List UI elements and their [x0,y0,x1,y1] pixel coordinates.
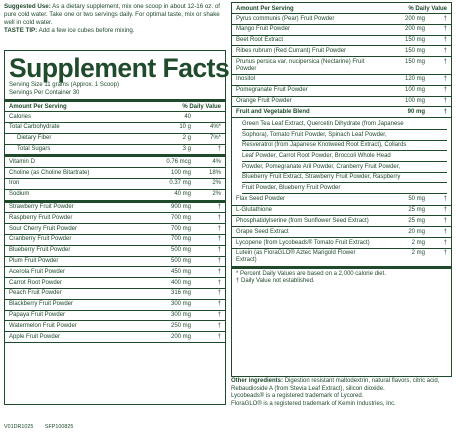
ingredient-dv: 7%* [209,135,221,142]
ingredient-amount: 40 mg [174,191,191,198]
ingredient-name: Cranberry Fruit Powder [9,236,72,243]
ingredient-name: Orange Fruit Powder [236,98,292,105]
table-row [5,213,225,224]
product-codes [4,424,83,430]
table-row [5,190,225,201]
table-row [232,57,451,75]
ingredient-amount: 200 mg [170,333,191,340]
ingredient-dv: † [217,247,221,254]
footnote-daily-values: * Percent Daily Values are based on a 2,000 calorie diet. [236,270,386,277]
header-amount: Amount Per Serving [9,104,67,111]
ingredient-amount: 25 mg [408,217,425,224]
table-row [5,134,225,145]
ingredient-amount: 700 mg [170,236,191,243]
product-code: V01DR1025 [4,424,34,430]
ingredient-amount: 150 mg [404,58,425,65]
ingredient-amount: 0.37 mg [169,180,191,187]
ingredient-dv: † [443,26,447,33]
ingredient-name: Prunus persica var. nucipersica (Nectarine) Fruit Powder [236,58,365,72]
ingredient-amount: 900 mg [170,204,191,211]
footnotes [232,269,451,288]
ingredient-name: Iron [9,180,20,187]
ingredient-group-right-top [232,14,451,107]
supplement-facts-title: Supplement Facts [9,53,230,83]
ingredient-name: Lutein (as FloraGLO® Aztec Marigold Flower Extract) [236,250,356,264]
ingredient-dv: † [443,87,447,94]
ingredient-amount: 150 mg [404,47,425,54]
table-row [5,332,225,343]
ingredient-group-fruits [5,203,225,343]
ingredient-amount: 450 mg [170,268,191,275]
table-row [232,238,451,249]
ingredient-dv: † [217,146,221,153]
header-daily-value: % Daily Value [182,104,221,111]
ingredient-amount: 120 mg [404,76,425,83]
ingredient-amount: 700 mg [170,214,191,221]
ingredient-name: Pomegranate Fruit Powder [236,87,308,94]
suggested-use-text [4,3,226,35]
ingredient-dv: † [217,204,221,211]
ingredient-amount: 400 mg [170,279,191,286]
ingredient-dv: † [217,322,221,329]
ingredient-name: Peach Fruit Powder [9,290,62,297]
ingredient-name: Sour Cherry Fruit Powder [9,225,78,232]
ingredient-dv: † [443,239,447,246]
ingredient-dv: † [217,312,221,319]
blend-row [232,107,451,118]
blend-ingredient-line: Green Tea Leaf Extract, Quercetin Dihydrate (from Japanese [242,119,447,130]
table-row [5,289,225,300]
product-code: SFP100825 [44,424,74,430]
table-row [5,321,225,332]
ingredient-amount: 300 mg [170,301,191,308]
ingredient-name: Mango Fruit Powder [236,26,291,33]
table-row [232,195,451,206]
ingredient-group-right-bottom [232,195,451,267]
ingredient-dv: † [217,214,221,221]
ingredient-name: Total Carbohydrate [9,124,60,131]
ingredient-name: Grape Seed Extract [236,228,289,235]
ingredient-amount: 2 mg [411,250,425,257]
suggested-use-label: Suggested Use: [4,3,51,10]
table-row [5,300,225,311]
ingredient-name: L-Glutathione [236,207,273,214]
table-row [5,257,225,268]
ingredient-name: Apple Fruit Powder [9,333,61,340]
ingredient-amount: 250 mg [170,322,191,329]
trademark-lycobeads: Lycobeads® is a registered trademark of Lycored. [231,393,364,400]
ingredient-name: Carrot Root Powder [9,279,63,286]
blend-ingredient-line: Powder, Pomegranate Aril Powder, Cranberry Fruit Powder, [242,162,447,173]
ingredient-dv: † [217,225,221,232]
table-row [232,75,451,86]
ingredient-dv: † [443,15,447,22]
table-row [5,145,225,156]
ingredient-dv: † [443,196,447,203]
ingredient-name: Choline (as Choline Bitartrate) [9,169,90,176]
table-row [232,86,451,97]
table-row [232,97,451,108]
trademark-floraglo: FloraGLO® is a registered trademark of Kemin Industries, Inc. [231,400,396,407]
table-row [5,168,225,179]
suggested-use-body: As a dietary supplement, mix one scoop in about 12-16 oz. of pure cold water. Take one or two servings daily. For optimal taste, mix or shake well in cold water. [4,3,221,27]
supplement-facts-panel-left [4,50,230,405]
ingredient-name: Blackberry Fruit Powder [9,301,74,308]
ingredient-name: Dietary Fiber [17,135,52,142]
nutrient-group-vitamins [5,157,225,200]
blend-ingredients [232,118,451,195]
ingredient-amount: 0.76 mcg [166,158,191,165]
table-row [5,224,225,235]
ingredient-amount: 316 mg [170,290,191,297]
ingredient-amount: 3 g [182,146,191,153]
table-row [232,216,451,227]
table-row [5,235,225,246]
table-row [5,179,225,190]
taste-tip-body: Add a few ice cubes before mixing. [38,27,135,35]
nutrient-group-top [5,112,225,155]
ingredient-dv: † [443,47,447,54]
ingredient-amount: 200 mg [404,26,425,33]
table-row [232,14,451,25]
ingredient-name: Acerola Fruit Powder [9,268,66,275]
blend-ingredient-line: Sophora), Tomato Fruit Powder, Spinach Leaf Powder, [242,130,447,141]
ingredient-dv: † [443,207,447,214]
table-row [232,249,451,267]
table-row [232,227,451,238]
ingredient-amount: 100 mg [404,87,425,94]
table-row [5,123,225,134]
ingredient-amount: 100 mg [404,98,425,105]
ingredient-dv: † [217,258,221,265]
taste-tip-label: TASTE TIP: [4,27,38,35]
ingredient-amount: 10 g [179,124,191,131]
ingredient-dv: † [217,290,221,297]
ingredient-amount: 200 mg [404,15,425,22]
table-row [232,46,451,57]
ingredient-amount: 700 mg [170,225,191,232]
serving-size: Serving Size 11 grams (Approx. 1 Scoop) [9,82,119,88]
ingredient-name: Phosphatidylserine (from Sunflower Seed Extract) [236,217,369,224]
ingredient-name: Raspberry Fruit Powder [9,214,73,221]
ingredient-dv: † [443,58,447,65]
ingredient-amount: 20 mg [408,228,425,235]
ingredient-name: Total Sugars [17,146,51,153]
ingredient-dv: † [217,236,221,243]
servings-per-container: Servings Per Container 30 [9,89,80,96]
blend-ingredient-line: Resveratrol (from Japanese Knotweed Root Extract), Collards [242,141,447,152]
header-daily-value: % Daily Value [408,6,447,12]
ingredient-name: Blueberry Fruit Powder [9,247,71,254]
ingredient-name: Calories [9,113,32,120]
table-row [232,36,451,47]
table-row [232,206,451,217]
blend-amount: 90 mg [407,108,425,115]
ingredient-amount: 500 mg [170,258,191,265]
ingredient-name: Papaya Fruit Powder [9,312,66,319]
ingredient-amount: 150 mg [404,37,425,44]
ingredient-dv: 2% [212,191,221,198]
ingredient-dv: † [217,301,221,308]
table-header [232,3,451,14]
ingredient-amount: 25 mg [408,207,425,214]
table-header [5,102,225,112]
other-ingredients-text: Digestion resistant maltodextrin, natural flavors, citric acid, Rebaudioside A (from Stevia Leaf Extract), silicon dioxide. [231,378,440,392]
blend-ingredient-line: Leaf Powder, Carrot Root Powder, Broccoli Whole Head [242,151,447,162]
blend-ingredient-line: Fruit Powder, Blueberry Fruit Powder [242,183,447,194]
table-row [5,278,225,289]
table-row [5,267,225,278]
suggested-use-block [0,0,228,50]
table-row [5,203,225,214]
ingredient-name: Strawberry Fruit Powder [9,204,74,211]
ingredient-name: Flax Seed Powder [236,196,286,203]
ingredient-dv: † [443,250,447,257]
ingredient-amount: 500 mg [170,247,191,254]
supplement-facts-panel-right [231,2,452,377]
blend-dv: † [443,108,447,115]
ingredient-dv: 4%* [209,124,221,131]
ingredient-amount: 50 mg [408,196,425,203]
header-amount: Amount Per Serving [236,6,294,12]
footnote-not-established: † Daily Value not established. [236,278,315,285]
table-row [5,311,225,322]
table-row [5,246,225,257]
ingredient-dv: † [443,37,447,44]
other-ingredients-label: Other ingredients: [231,378,284,384]
other-ingredients [231,378,453,408]
ingredient-name: Sodium [9,191,30,198]
ingredient-dv: 2% [212,180,221,187]
table-row [232,25,451,36]
ingredient-name: Plum Fruit Powder [9,258,59,265]
ingredient-dv: † [443,76,447,83]
ingredient-name: Beet Root Extract [236,37,284,44]
ingredient-dv: † [217,268,221,275]
ingredient-dv: † [217,279,221,286]
ingredient-name: Watermelon Fruit Powder [9,322,77,329]
ingredient-amount: 2 mg [411,239,425,246]
ingredient-name: Inositol [236,76,256,83]
ingredient-dv: 4% [212,158,221,165]
table-row [5,157,225,168]
ingredient-amount: 40 [184,113,191,120]
ingredient-name: Vitamin D [9,158,35,165]
table-row [5,112,225,123]
ingredient-dv: † [443,98,447,105]
ingredient-name: Lycopene (from Lycobeads® Tomato Fruit Extract) [236,239,370,246]
ingredient-name: Pyrus communis (Pear) Fruit Powder [236,15,335,22]
ingredient-dv: † [443,217,447,224]
ingredient-dv: 18% [208,169,221,176]
ingredient-amount: 2 g [182,135,191,142]
ingredient-dv: † [443,228,447,235]
ingredient-amount: 300 mg [170,312,191,319]
ingredient-amount: 100 mg [170,169,191,176]
ingredient-dv: † [217,333,221,340]
ingredient-name: Ribes rubrum (Red Currant) Fruit Powder [236,47,347,54]
blend-ingredient-line: Blueberry Fruit Extract, Strawberry Fruit Powder, Raspberry [242,173,447,184]
blend-name: Fruit and Vegetable Blend [236,108,310,115]
